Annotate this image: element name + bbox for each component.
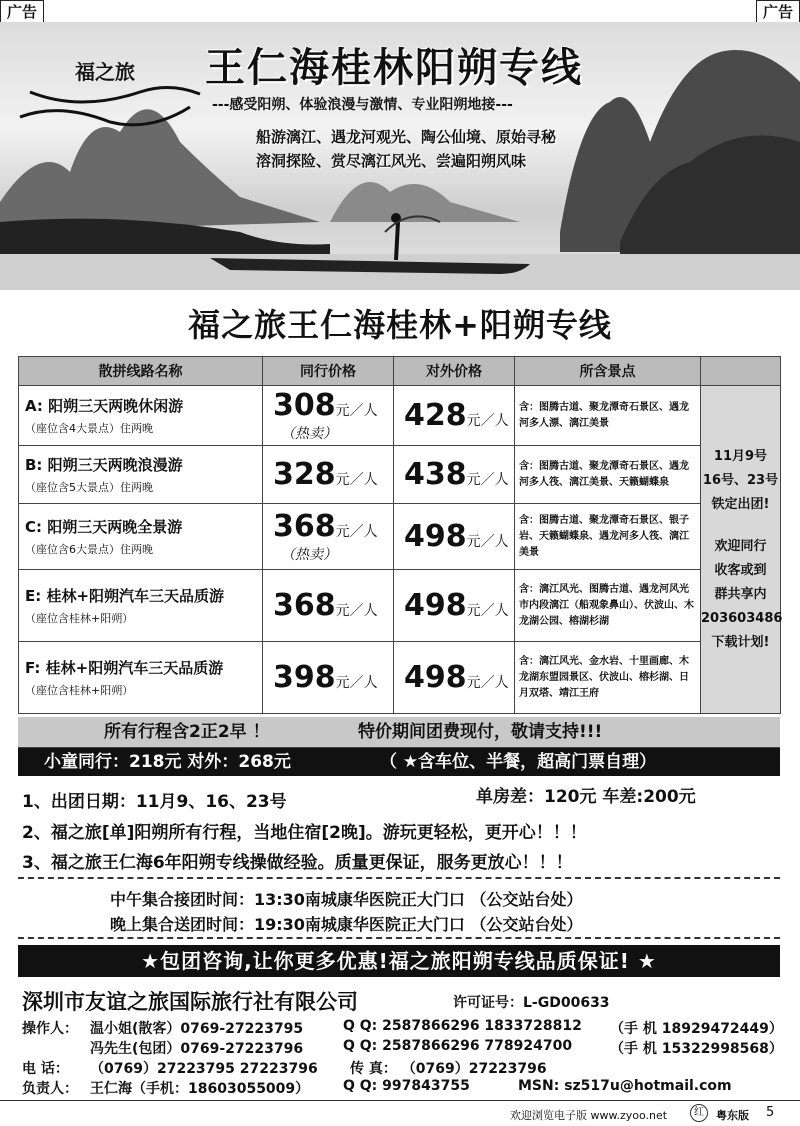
- footer-website: 欢迎浏览电子版 www.zyoo.net: [510, 1109, 668, 1122]
- route-note: （座位含桂林+阳朔）: [25, 612, 134, 625]
- meeting-evening: 晚上集合送团时间：19:30南城康华医院正大门口 （公交站台处）: [110, 915, 583, 934]
- operator-1-mobile: （手 机 18929472449）: [610, 1021, 783, 1037]
- info-dates: 1、出团日期：11月9、16、23号: [22, 792, 287, 812]
- route-name: C: 阳朔三天两晚全景游: [25, 518, 183, 536]
- operator-2-mobile: （手 机 15322998568）: [610, 1041, 783, 1057]
- summary-meals: 所有行程含2正2早 ！: [104, 722, 270, 742]
- info-experience: 3、福之旅王仁海6年阳朔专线操做经验。质量更保证，服务更放心！！！: [22, 853, 573, 873]
- route-note: （座位含4大景点）住两晚: [25, 422, 153, 435]
- page-number: 5: [766, 1105, 775, 1120]
- msn-contact: MSN: sz517u@hotmail.com: [518, 1078, 732, 1094]
- footer-edition: 粤东版: [716, 1109, 749, 1122]
- header-sights: 所含景点: [515, 357, 701, 386]
- side-notice: [701, 386, 781, 714]
- retail-price: 498: [404, 660, 467, 695]
- header-side: [701, 357, 781, 386]
- footer-badge: 红: [690, 1104, 708, 1122]
- manager-qq: Q Q: 997843755: [343, 1078, 470, 1094]
- info-accommodation: 2、福之旅[单]阳朔所有行程，当地住宿[2晚]。游玩更轻松，更开心！！！: [22, 823, 587, 843]
- trade-price: 328: [273, 457, 336, 492]
- package-bar: ★包团咨询,让你更多优惠!福之旅阳朔专线品质保证! ★: [18, 945, 780, 977]
- phone-number: （0769）27223795 27223796: [90, 1061, 318, 1077]
- info-single-room: 单房差：120元 车差:200元: [476, 787, 696, 807]
- summary-payment: 特价期间团费现付，敬请支持!!!: [358, 722, 603, 742]
- side-dates-2: 16号、23号: [702, 472, 779, 488]
- side-welcome-4: 下载计划!: [711, 634, 770, 650]
- child-note: （ ★含车位、半餐，超高门票自理）: [380, 752, 657, 772]
- retail-price: 498: [404, 588, 467, 623]
- meeting-noon: 中午集合接团时间：13:30南城康华医院正大门口 （公交站台处）: [110, 890, 583, 909]
- operator-1: 温小姐(散客）0769-27223795: [90, 1021, 304, 1037]
- table-row: [19, 642, 781, 714]
- route-table: [18, 356, 781, 714]
- side-welcome-1: 欢迎同行: [714, 538, 767, 554]
- banner-line-1: 船游漓江、遇龙河观光、陶公仙境、原始寻秘: [256, 128, 557, 146]
- side-dates-3: 铁定出团!: [711, 496, 770, 512]
- side-welcome-2: 收客或到: [714, 562, 767, 578]
- price-unit: 元／人: [335, 603, 378, 619]
- main-title: 福之旅王仁海桂林+阳朔专线: [188, 306, 612, 344]
- operator-2-qq: Q Q: 2587866296 778924700: [343, 1038, 573, 1054]
- table-row: [19, 386, 781, 446]
- table-header: [19, 357, 781, 386]
- retail-price: 428: [404, 398, 467, 433]
- summary-row: [18, 717, 780, 748]
- footer: [0, 1100, 800, 1126]
- sights: 含：漓江风光、图腾古道、遇龙河风光市内段漓江（船观象鼻山）、伏波山、木龙湖公园、榕湖杉湖: [515, 570, 701, 642]
- sights: 含：图腾古道、聚龙潭奇石景区、遇龙河多人漂、漓江美景: [515, 386, 701, 446]
- banner-line-2: 溶洞探险、赏尽漓江风光、尝遍阳朔风味: [256, 152, 527, 170]
- child-price-bar: [18, 748, 780, 776]
- banner-title: 王仁海桂林阳朔专线: [205, 45, 583, 91]
- trade-price: 308: [273, 388, 336, 423]
- header-trade-price: 同行价格: [263, 357, 394, 386]
- side-group-number: 203603486: [701, 610, 783, 626]
- ad-tag-right: 广告: [756, 0, 800, 24]
- sights: 含：图腾古道、聚龙潭奇石景区、银子岩、天籁蝴蝶泉、遇龙河多人筏、漓江美景: [515, 504, 701, 570]
- manager-contact: 王仁海（手机：18603055009）: [90, 1081, 310, 1097]
- sights: 含：图腾古道、聚龙潭奇石景区、遇龙河多人筏、漓江美景、天籁蝴蝶泉: [515, 446, 701, 504]
- trade-price: 398: [273, 660, 336, 695]
- operator-1-qq: Q Q: 2587866296 1833728812: [343, 1018, 582, 1034]
- child-price: 小童同行：218元 对外：268元: [44, 752, 291, 772]
- operator-label: 操作人：: [22, 1021, 78, 1037]
- price-unit: 元／人: [335, 403, 378, 419]
- manager-label: 负责人：: [22, 1081, 78, 1097]
- fax-number: 传 真： （0769）27223796: [350, 1061, 547, 1077]
- route-note: （座位含5大景点）住两晚: [25, 481, 153, 494]
- divider: [18, 937, 780, 939]
- side-welcome-3: 群共享内: [714, 586, 767, 602]
- banner-subtitle: ---感受阳朔、体验浪漫与激情、专业阳朔地接---: [212, 97, 513, 113]
- hot-tag: （热卖）: [281, 426, 337, 442]
- hot-tag: （热卖）: [281, 547, 337, 563]
- price-unit: 元／人: [466, 675, 509, 691]
- sights: 含：漓江风光、金水岩、十里画廊、木龙湖东盟园景区、伏波山、榕杉湖、日月双塔、靖江王府: [515, 642, 701, 714]
- price-unit: 元／人: [335, 675, 378, 691]
- retail-price: 498: [404, 519, 467, 554]
- operator-2: 冯先生(包团）0769-27223796: [90, 1041, 304, 1057]
- trade-price: 368: [273, 509, 336, 544]
- route-name: A: 阳朔三天两晚休闲游: [25, 397, 184, 415]
- header-retail-price: 对外价格: [394, 357, 515, 386]
- header-route: 散拼线路名称: [19, 357, 263, 386]
- price-unit: 元／人: [466, 534, 509, 550]
- table-row: [19, 446, 781, 504]
- table-row: [19, 570, 781, 642]
- route-name: F: 桂林+阳朔汽车三天品质游: [25, 659, 224, 677]
- divider: [18, 877, 780, 879]
- price-unit: 元／人: [466, 472, 509, 488]
- route-note: （座位含桂林+阳朔）: [25, 684, 134, 697]
- trade-price: 368: [273, 588, 336, 623]
- license-number: 许可证号：L-GD00633: [453, 995, 610, 1011]
- company-name: 深圳市友谊之旅国际旅行社有限公司: [22, 990, 358, 1014]
- route-name: E: 桂林+阳朔汽车三天品质游: [25, 587, 225, 605]
- retail-price: 438: [404, 457, 467, 492]
- price-unit: 元／人: [466, 603, 509, 619]
- side-dates-1: 11月9号: [713, 448, 768, 464]
- route-name: B: 阳朔三天两晚浪漫游: [25, 456, 183, 474]
- banner: [0, 22, 800, 290]
- table-row: [19, 504, 781, 570]
- ad-tag-left: 广告: [0, 0, 44, 24]
- price-unit: 元／人: [466, 413, 509, 429]
- price-unit: 元／人: [335, 524, 378, 540]
- route-note: （座位含6大景点）住两晚: [25, 543, 153, 556]
- logo: 福之旅: [75, 60, 135, 84]
- price-unit: 元／人: [335, 472, 378, 488]
- phone-label: 电 话：: [22, 1061, 69, 1077]
